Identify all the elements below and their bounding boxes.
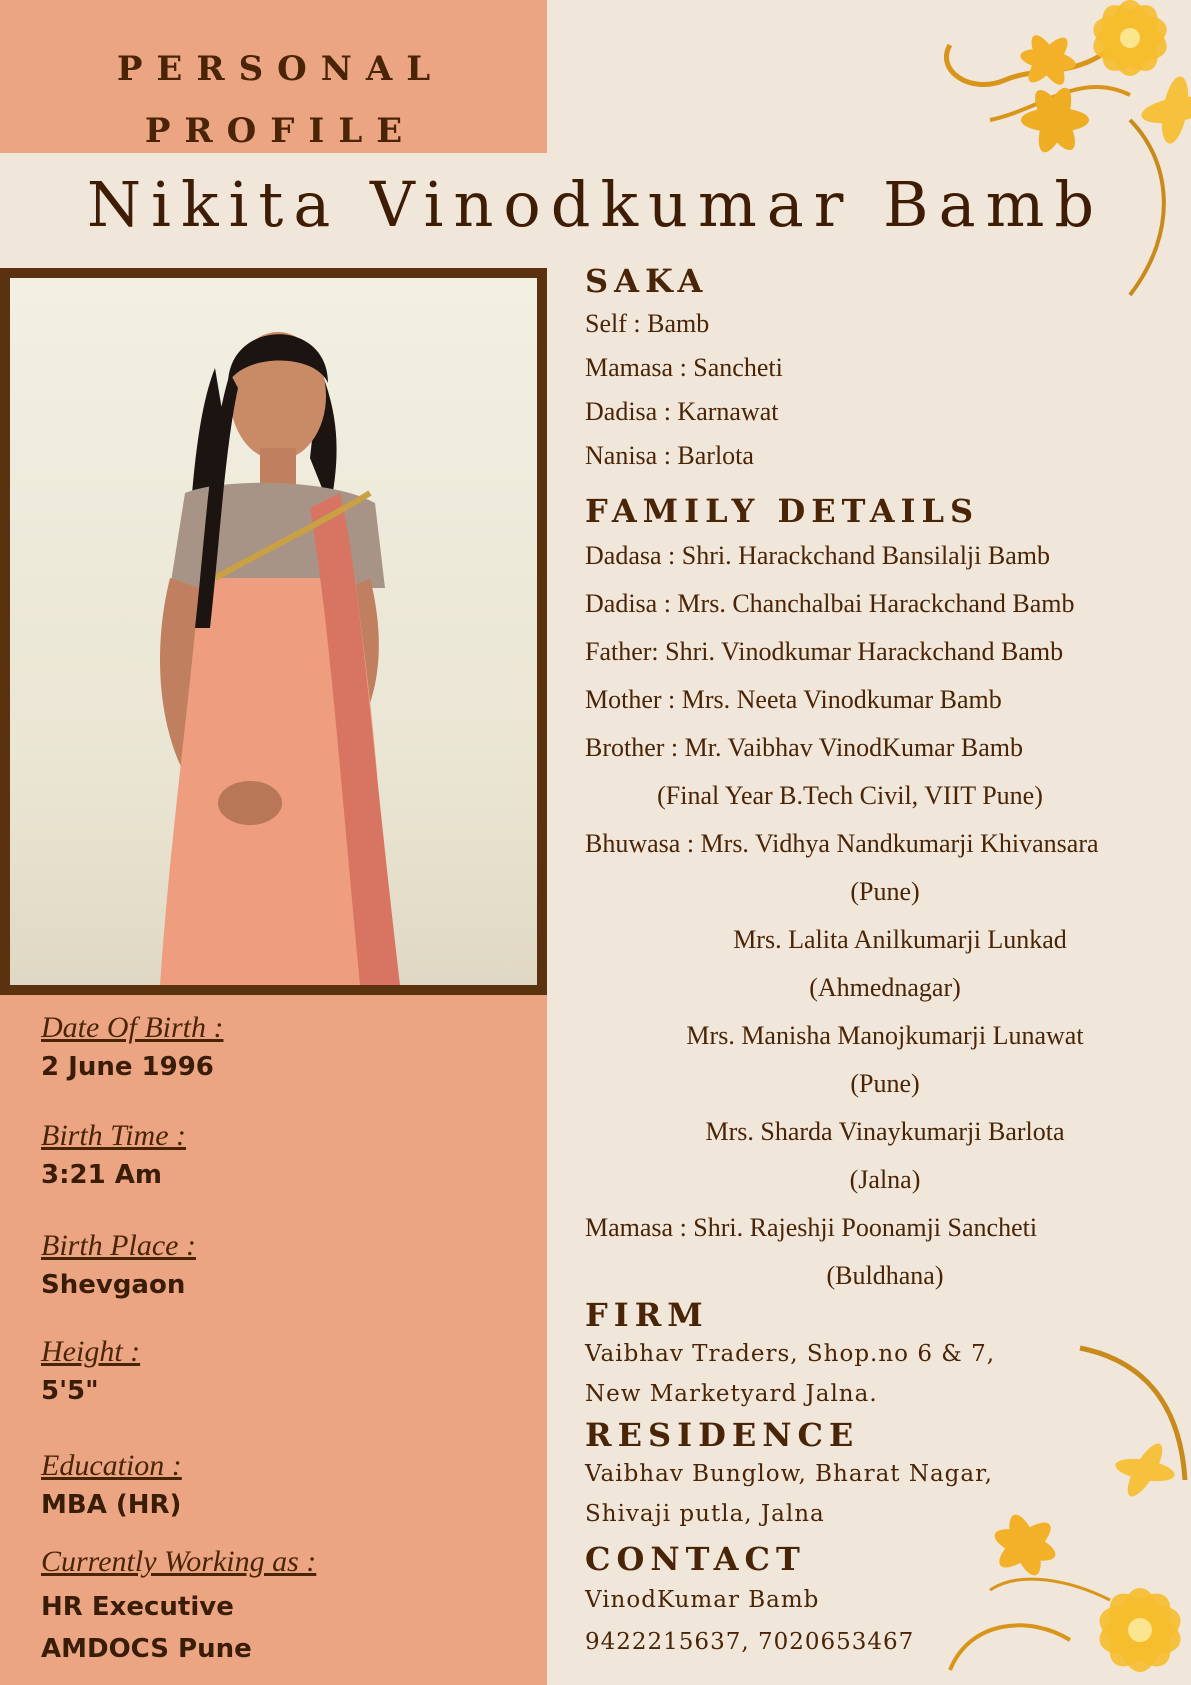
heading-line-1: PERSONAL: [116, 49, 445, 89]
height-value: 5'5": [41, 1376, 99, 1406]
family-dadasa: Dadasa : Shri. Harackchand Bansilalji Bamb: [585, 541, 1050, 570]
profile-name: Nikita Vinodkumar Bamb: [86, 168, 1105, 241]
residence-line-1: Vaibhav Bunglow, Bharat Nagar,: [585, 1461, 993, 1487]
family-bhuwasa-2-city: (Ahmednagar): [809, 973, 961, 1002]
saka-self: Self : Bamb: [585, 309, 710, 338]
family-bhuwasa-1-city: (Pune): [850, 877, 920, 906]
residence-heading: RESIDENCE: [585, 1416, 860, 1454]
family-brother-education: (Final Year B.Tech Civil, VIIT Pune): [657, 781, 1043, 810]
residence-line-2: Shivaji putla, Jalna: [585, 1501, 825, 1527]
personal-info-list: [41, 1008, 531, 1668]
dob-label: Date Of Birth :: [41, 1011, 224, 1044]
birth-time-block: [41, 1116, 531, 1194]
firm-address: [585, 1334, 1185, 1414]
family-mother: Mother : Mrs. Neeta Vinodkumar Bamb: [585, 685, 1002, 714]
heading-line-2: PROFILE: [144, 111, 417, 151]
saka-nanisa: Nanisa : Barlota: [585, 441, 754, 470]
family-bhuwasa-3-city: (Pune): [850, 1069, 920, 1098]
saka-list: [585, 302, 1185, 478]
firm-line-1: Vaibhav Traders, Shop.no 6 & 7,: [585, 1341, 996, 1367]
birth-time-label: Birth Time :: [41, 1119, 187, 1152]
contact-details: [585, 1578, 1185, 1662]
family-bhuwasa-2: Mrs. Lalita Anilkumarji Lunkad: [733, 925, 1067, 954]
family-mamasa: Mamasa : Shri. Rajeshji Poonamji Sancheti: [585, 1213, 1038, 1242]
occupation-label: Currently Working as :: [41, 1545, 317, 1578]
dob-block: [41, 1008, 531, 1086]
family-father: Father: Shri. Vinodkumar Harackchand Bamb: [585, 637, 1064, 666]
firm-line-2: New Marketyard Jalna.: [585, 1381, 878, 1407]
details-column: [585, 262, 1185, 1662]
firm-heading: FIRM: [585, 1296, 709, 1334]
family-heading: FAMILY DETAILS: [585, 492, 980, 530]
education-label: Education :: [41, 1449, 182, 1482]
birth-time-value: 3:21 Am: [41, 1160, 162, 1190]
birth-place-value: Shevgaon: [41, 1270, 186, 1300]
family-bhuwasa-4: Mrs. Sharda Vinaykumarji Barlota: [705, 1117, 1065, 1146]
family-brother: Brother : Mr. Vaibhav VinodKumar Bamb: [585, 733, 1023, 762]
family-bhuwasa-4-city: (Jalna): [849, 1165, 921, 1194]
contact-name: VinodKumar Bamb: [585, 1587, 820, 1613]
height-label: Height :: [41, 1335, 141, 1368]
contact-heading: CONTACT: [585, 1540, 806, 1578]
saka-heading: SAKA: [585, 262, 709, 300]
height-block: [41, 1332, 531, 1410]
family-bhuwasa-1: Bhuwasa : Mrs. Vidhya Nandkumarji Khivansara: [585, 829, 1099, 858]
personal-profile-heading: [0, 38, 547, 162]
occupation-block: [41, 1542, 531, 1668]
person-figure-icon: [10, 278, 537, 985]
occupation-company: AMDOCS Pune: [41, 1634, 252, 1664]
portrait-photo: [10, 278, 537, 985]
family-dadisa: Dadisa : Mrs. Chanchalbai Harackchand Bamb: [585, 589, 1075, 618]
birth-place-label: Birth Place :: [41, 1229, 196, 1262]
family-mamasa-city: (Buldhana): [826, 1261, 944, 1290]
saka-mamasa: Mamasa : Sancheti: [585, 353, 783, 382]
occupation-title: HR Executive: [41, 1592, 234, 1622]
photo-frame: [0, 268, 547, 995]
family-bhuwasa-3: Mrs. Manisha Manojkumarji Lunawat: [686, 1021, 1084, 1050]
dob-value: 2 June 1996: [41, 1052, 214, 1082]
education-value: MBA (HR): [41, 1490, 182, 1520]
contact-phone[interactable]: 9422215637, 7020653467: [585, 1629, 915, 1655]
family-list: [585, 532, 1185, 1300]
education-block: [41, 1446, 531, 1524]
birth-place-block: [41, 1226, 531, 1304]
saka-dadisa: Dadisa : Karnawat: [585, 397, 779, 426]
residence-address: [585, 1454, 1185, 1534]
